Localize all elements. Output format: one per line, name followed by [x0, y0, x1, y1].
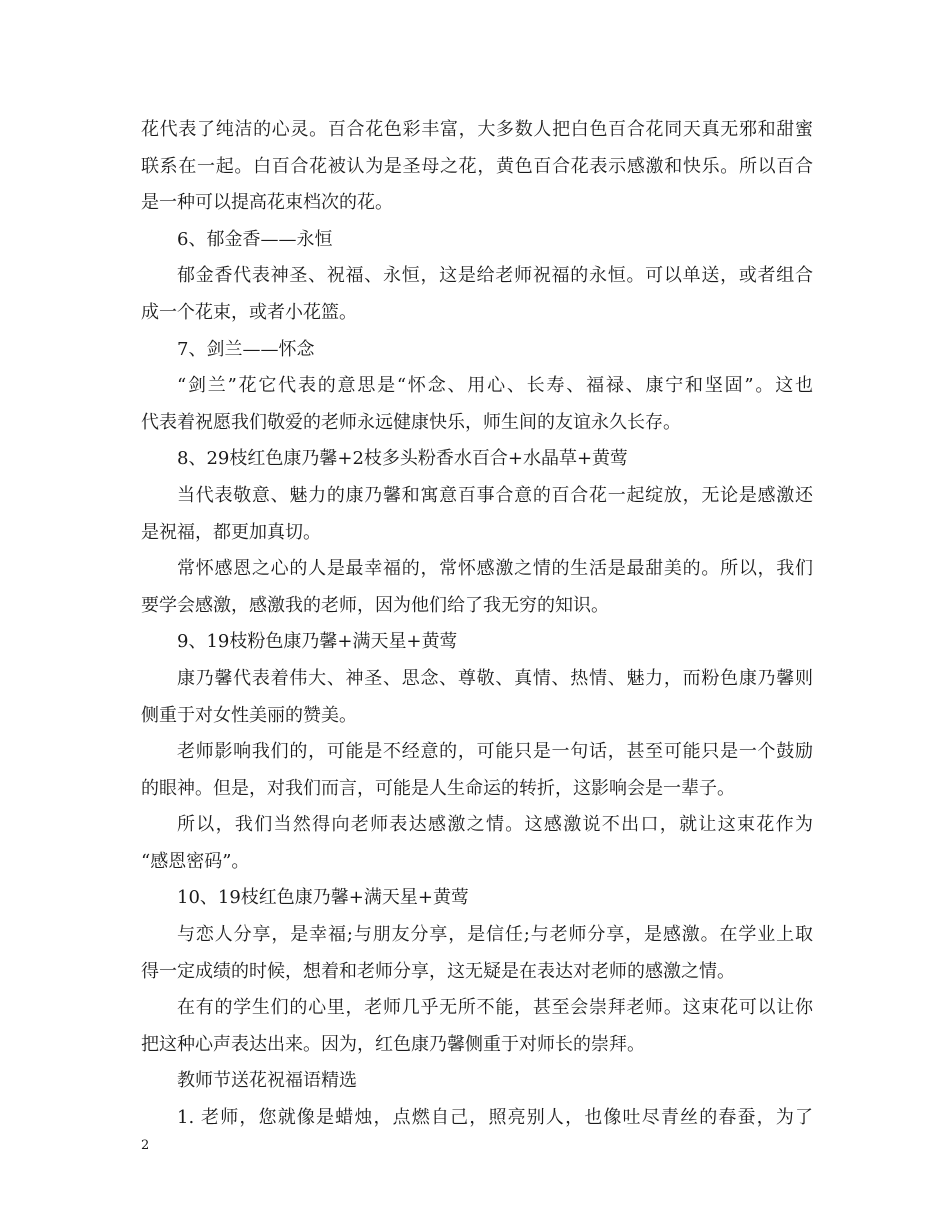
text-line: “感恩密码”。 — [141, 850, 250, 872]
text-line: 成一个花束，或者小花篮。 — [141, 301, 357, 323]
text-line: 与恋人分享，是幸福;与朋友分享，是信任;与老师分享，是感激。在学业上取 — [177, 924, 813, 946]
text-line: 是祝福，都更加真切。 — [141, 521, 321, 543]
text-line: 的眼神。但是，对我们而言，可能是人生命运的转折，这影响会是一辈子。 — [141, 777, 735, 799]
text-line: 代表着祝愿我们敬爱的老师永远健康快乐，师生间的友谊永久长存。 — [141, 411, 681, 433]
text-line: 联系在一起。白百合花被认为是圣母之花，黄色百合花表示感激和快乐。所以百合 — [141, 155, 813, 177]
text-line: 把这种心声表达出来。因为，红色康乃馨侧重于对师长的崇拜。 — [141, 1033, 645, 1055]
text-line: 是一种可以提高花束档次的花。 — [141, 192, 393, 214]
text-line: 所以，我们当然得向老师表达感激之情。这感激说不出口，就让这束花作为 — [177, 814, 813, 836]
text-line: 当代表敬意、魅力的康乃馨和寓意百事合意的百合花一起绽放，无论是感激还 — [177, 484, 813, 506]
text-line: 侧重于对女性美丽的赞美。 — [141, 704, 357, 726]
text-line: 得一定成绩的时候，想着和老师分享，这无疑是在表达对老师的感激之情。 — [141, 960, 735, 982]
text-line: 8、29枝红色康乃馨+2枝多头粉香水百合+水晶草+黄莺 — [177, 448, 629, 470]
text-line: 郁金香代表神圣、祝福、永恒，这是给老师祝福的永恒。可以单送，或者组合 — [177, 265, 813, 287]
text-line: 康乃馨代表着伟大、神圣、思念、尊敬、真情、热情、魅力，而粉色康乃馨则 — [177, 667, 813, 689]
text-line: 在有的学生们的心里，老师几乎无所不能，甚至会崇拜老师。这束花可以让你 — [177, 997, 813, 1019]
text-line: 7、剑兰——怀念 — [177, 338, 315, 360]
text-line: 要学会感激，感激我的老师，因为他们给了我无穷的知识。 — [141, 594, 609, 616]
text-line: 老师影响我们的，可能是不经意的，可能只是一句话，甚至可能只是一个鼓励 — [177, 741, 813, 763]
text-line: 6、郁金香——永恒 — [177, 228, 333, 250]
document-body — [141, 112, 813, 1137]
text-line: 9、19枝粉色康乃馨+满天星+黄莺 — [177, 631, 458, 653]
text-line: 教师节送花祝福语精选 — [177, 1070, 357, 1092]
text-line: 1. 老师，您就像是蜡烛，点燃自己，照亮别人，也像吐尽青丝的春蚕，为了 — [177, 1107, 813, 1129]
page-number: 2 — [141, 1138, 150, 1153]
text-line: 常怀感恩之心的人是最幸福的，常怀感激之情的生活是最甜美的。所以，我们 — [177, 558, 813, 580]
text-line: 花代表了纯洁的心灵。百合花色彩丰富，大多数人把白色百合花同天真无邪和甜蜜 — [141, 119, 813, 140]
text-line: 10、19枝红色康乃馨+满天星+黄莺 — [177, 887, 469, 909]
text-line: “剑兰”花它代表的意思是“怀念、用心、长寿、福禄、康宁和坚固”。这也 — [177, 375, 813, 397]
